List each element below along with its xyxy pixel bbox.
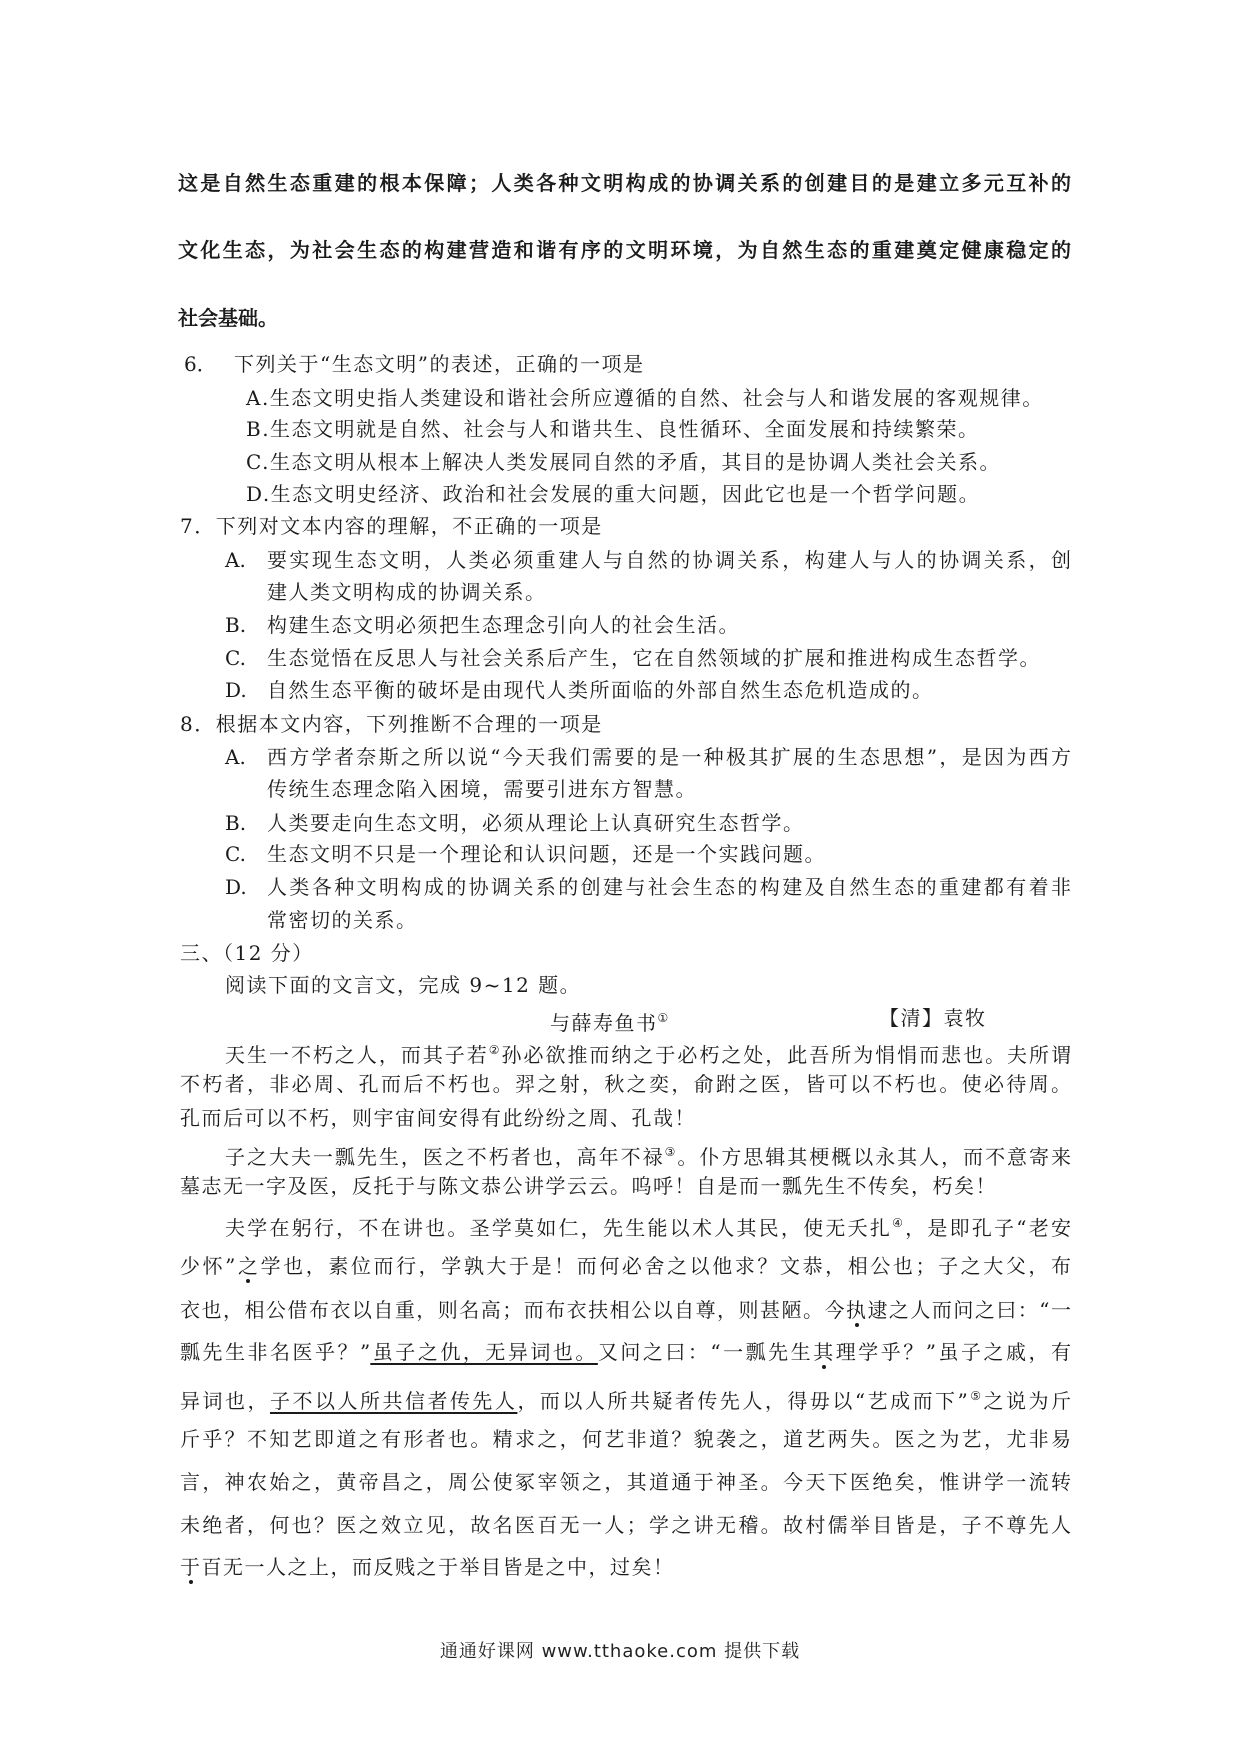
question-8-option-b-label: B. — [225, 811, 247, 835]
passage-text: 之说为斤 — [983, 1389, 1072, 1413]
section-3-heading: 三、（12 分） — [180, 941, 314, 965]
passage-line — [225, 1137, 1071, 1167]
passage-line: 言，神农始之，黄帝昌之，周公使冢宰领之，其道通于神圣。今天下医绝矣，惟讲学一流转 — [180, 1470, 1071, 1494]
passage-author: 【清】袁牧 — [879, 1006, 987, 1030]
section-3-instruction: 阅读下面的文言文，完成 9~12 题。 — [225, 973, 582, 997]
footnote-marker: ④ — [892, 1216, 906, 1230]
passage-text: 。仆方思辑其梗概以永其人，而不意寄来 — [677, 1145, 1072, 1169]
question-7-stem — [180, 511, 603, 541]
emphasized-character: 其 — [813, 1340, 836, 1364]
question-8-option-d-line-1: 人类各种文明构成的协调关系的创建与社会生态的构建及自然生态的重建都有着非 — [267, 875, 1071, 899]
question-8-option-a-line-1: 西方学者奈斯之所以说“今天我们需要的是一种极其扩展的生态思想”，是因为西方 — [267, 745, 1071, 769]
question-6-option-a: A.生态文明史指人类建设和谐社会所应遵循的自然、社会与人和谐发展的客观规律。 — [246, 386, 1044, 410]
passage-title — [550, 1003, 670, 1033]
question-8-number: 8． — [180, 712, 216, 736]
emphasized-character: 之 — [235, 1254, 261, 1278]
underlined-sentence: 子不以人所共信者传先人 — [269, 1389, 518, 1413]
page-footer: 通通好课网 www.tthaoke.com 提供下载 — [439, 1641, 801, 1662]
question-7-number: 7． — [180, 514, 216, 538]
question-8-option-a-label: A. — [225, 745, 246, 769]
question-8-stem — [180, 709, 603, 739]
passage-line — [180, 1295, 1071, 1325]
passage-text: 异词也， — [180, 1389, 270, 1413]
passage-text: 衣也，相公借布衣以自重，则名高；而布衣扶相公以自尊，则甚陋。今 — [180, 1298, 846, 1322]
question-7-option-c-label: C. — [225, 646, 246, 670]
question-7-option-a-line-1: 要实现生态文明，人类必须重建人与自然的协调关系，构建人与人的协调关系，创 — [267, 548, 1071, 572]
passage-text: 孙必欲推而纳之于必朽之处，此吾所为悁悁而悲也。夫所谓 — [501, 1043, 1072, 1067]
question-7-option-a-label: A. — [225, 548, 246, 572]
question-8-option-d-line-2: 常密切的关系。 — [267, 908, 418, 932]
intro-line-3: 社会基础。 — [178, 306, 278, 330]
question-7-text: 下列对文本内容的理解，不正确的一项是 — [215, 514, 603, 538]
question-7-option-a-line-2: 建人类文明构成的协调关系。 — [267, 580, 547, 604]
passage-text: 逮之人而问之曰：“一 — [867, 1298, 1072, 1322]
passage-text: 瓢先生非名医乎？” — [180, 1340, 371, 1364]
question-8-option-a-line-2: 传统生态理念陷入困境，需要引进东方智慧。 — [267, 777, 697, 801]
question-6-option-b: B.生态文明就是自然、社会与人和谐共生、良性循环、全面发展和持续繁荣。 — [246, 417, 980, 441]
passage-line — [225, 1035, 1071, 1065]
passage-line — [180, 1381, 1071, 1411]
question-8-option-d-label: D. — [225, 875, 247, 899]
passage-text: 少怀” — [180, 1254, 236, 1278]
passage-text: 学也，素位而行，学孰大于是！而何必舍之以他求？文恭，相公也；子之大父，布 — [260, 1254, 1072, 1278]
underlined-sentence: 虽子之仇，无异词也。 — [370, 1340, 598, 1364]
passage-title-text: 与薛寿鱼书 — [550, 1011, 658, 1035]
passage-text: ，而以人所共疑者传先人，得毋以“艺成而下” — [517, 1389, 968, 1413]
question-8-option-b-text: 人类要走向生态文明，必须从理论上认真研究生态哲学。 — [267, 811, 805, 835]
footnote-marker: ③ — [664, 1145, 678, 1159]
passage-line: 墓志无一字及医，反托于与陈文恭公讲学云云。呜呼！自是而一瓢先生不传矣，朽矣！ — [180, 1174, 997, 1198]
passage-line: 不朽者，非必周、孔而后不朽也。羿之射，秋之奕，俞跗之医，皆可以不朽也。使必待周。 — [180, 1072, 1071, 1096]
question-6-number: 6． — [184, 352, 217, 376]
footnote-marker: ② — [488, 1043, 502, 1057]
intro-line-1: 这是自然生态重建的根本保障；人类各种文明构成的协调关系的创建目的是建立多元互补的 — [178, 171, 1071, 195]
question-8-option-c-text: 生态文明不只是一个理论和认识问题，还是一个实践问题。 — [267, 842, 826, 866]
passage-line: 斤乎？不知艺即道之有形者也。精求之，何艺非道？貌袭之，道艺两失。医之为艺，尤非易 — [180, 1427, 1071, 1451]
question-7-option-b-text: 构建生态文明必须把生态理念引向人的社会生活。 — [267, 613, 740, 637]
passage-text: 子之大夫一瓢先生，医之不朽者也，高年不禄 — [225, 1145, 665, 1169]
passage-text: 天生一不朽之人，而其子若 — [225, 1043, 489, 1067]
question-8-option-c-label: C. — [225, 842, 246, 866]
passage-line — [225, 1208, 1071, 1238]
question-7-option-d-text: 自然生态平衡的破坏是由现代人类所面临的外部自然生态危机造成的。 — [267, 678, 934, 702]
footnote-marker: ① — [657, 1011, 670, 1025]
emphasized-character: 于 — [180, 1555, 202, 1579]
passage-line — [180, 1552, 675, 1582]
passage-line: 孔而后可以不朽，则宇宙间安得有此纷纷之周、孔哉！ — [180, 1106, 696, 1130]
passage-text: 又问之曰：“一瓢先生 — [597, 1340, 814, 1364]
intro-line-2: 文化生态，为社会生态的构建营造和谐有序的文明环境，为自然生态的重建奠定健康稳定的 — [178, 238, 1071, 262]
passage-text: 理学乎？”虽子之戚，有 — [835, 1340, 1072, 1364]
question-8-text: 根据本文内容，下列推断不合理的一项是 — [215, 712, 603, 736]
question-6-stem: 下列关于“生态文明”的表述，正确的一项是 — [234, 352, 645, 376]
passage-line — [180, 1337, 1071, 1367]
question-7-option-c-text: 生态觉悟在反思人与社会关系后产生，它在自然领域的扩展和推进构成生态哲学。 — [267, 646, 1041, 670]
footnote-marker: ⑤ — [967, 1389, 984, 1403]
emphasized-character: 执 — [845, 1298, 868, 1322]
passage-text: 夫学在躬行，不在讲也。圣学莫如仁，先生能以术人其民，使无夭扎 — [225, 1216, 893, 1240]
question-7-option-b-label: B. — [225, 613, 247, 637]
passage-line — [180, 1251, 1071, 1281]
question-6-option-d: D.生态文明史经济、政治和社会发展的重大问题，因此它也是一个哲学问题。 — [246, 482, 981, 506]
passage-text: ，是即孔子“老安 — [905, 1216, 1071, 1240]
passage-line: 未绝者，何也？医之效立见，故名医百无一人；学之讲无稽。故村儒举目皆是，子不尊先人 — [180, 1513, 1071, 1537]
passage-text: 百无一人之上，而反贱之于举目皆是之中，过矣！ — [201, 1555, 675, 1579]
question-7-option-d-label: D. — [225, 678, 247, 702]
question-6-option-c: C.生态文明从根本上解决人类发展同自然的矛盾，其目的是协调人类社会关系。 — [246, 450, 1001, 474]
